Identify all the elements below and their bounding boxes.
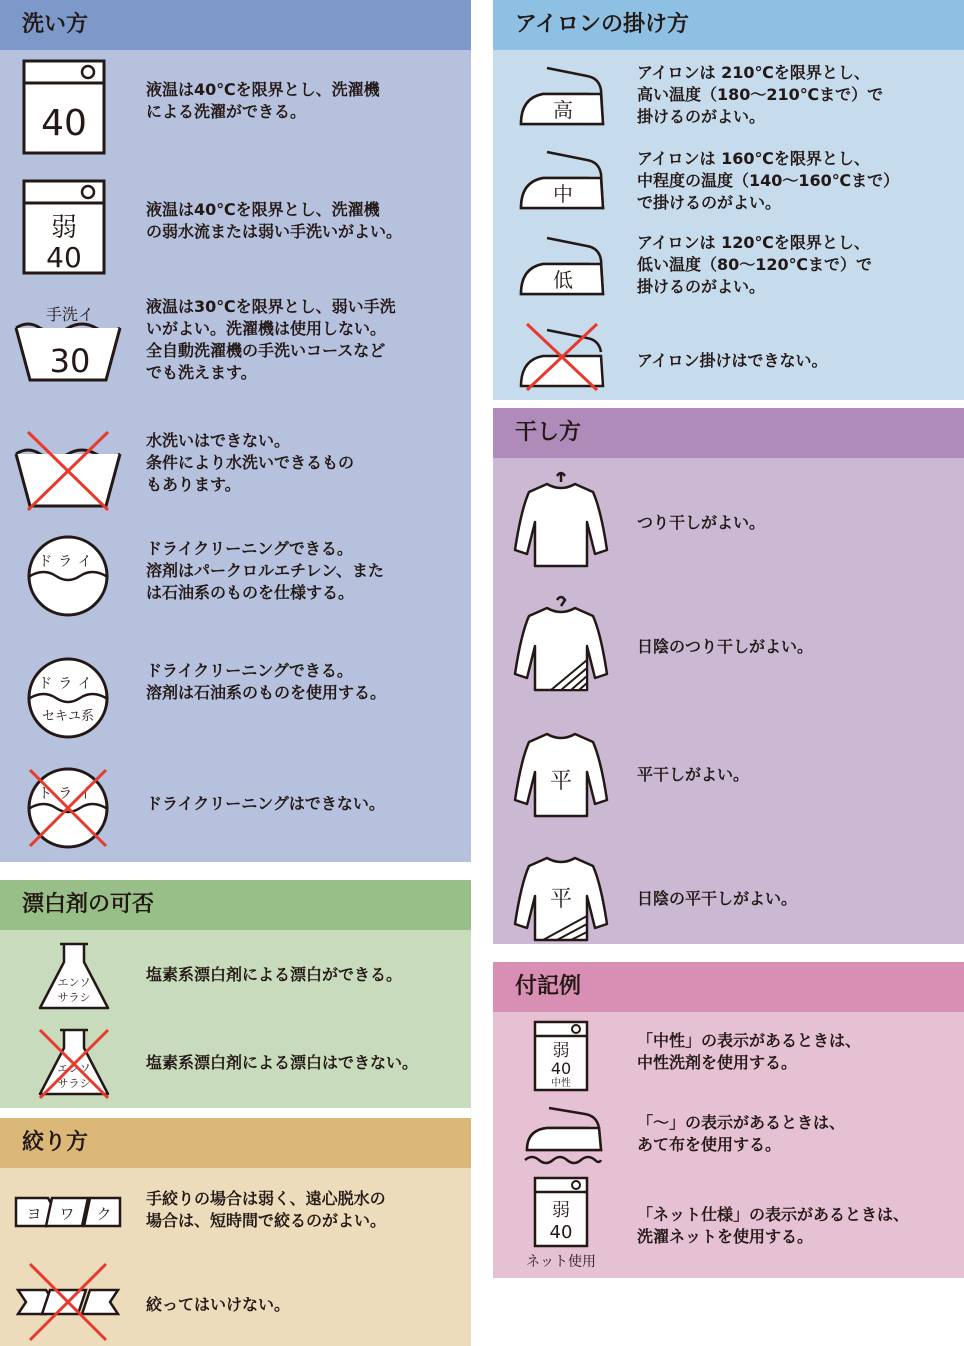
notes-item [493,1104,964,1184]
washing-machine-weak-40-icon [22,179,106,275]
notes-item [493,1174,964,1278]
notes-neutral: 中性 [551,1078,571,1089]
shade-flat-dry-shirt-icon [513,844,609,944]
bleach-panel-title: 漂白剤の可否 [0,880,471,930]
wring-char: ク [96,1205,112,1223]
iron-temp-label: 中 [553,182,573,206]
iron-medium-icon [517,148,607,214]
bleach-item [0,1022,471,1104]
wring-char: ヨ [26,1205,42,1223]
wring-panel-title: 絞り方 [0,1118,471,1168]
wash-item [0,650,471,750]
wash-item [0,760,471,856]
dry-item [493,590,964,708]
chlorine-bleach-flask-icon [36,940,112,1012]
notes-weak: 弱 [552,1200,570,1221]
wash-panel-title: 洗い方 [0,0,471,50]
iron-high-icon [517,64,607,130]
dry-clean-petroleum-icon [26,656,110,740]
dry-clean-icon [26,534,110,618]
bleach-label-top: エンソ [57,976,91,989]
notes-number: 40 [550,1059,572,1078]
wash-symbol-hand: 手洗イ [45,305,95,324]
dry-panel-title: 干し方 [493,408,964,458]
dry-item [493,840,964,940]
flat-dry-label: 平 [549,887,573,912]
wash-symbol-number: 40 [46,241,82,274]
washing-machine-40-icon [22,59,106,155]
no-wring-icon [12,1260,124,1342]
wash-item [0,420,471,520]
bleach-item-text: 塩素系漂白剤による漂白はできない。 [146,1053,419,1072]
bleach-panel [0,880,471,1108]
wring-item-text: 絞ってはいけない。 [146,1295,291,1314]
wring-char: ワ [59,1205,75,1223]
wash-item [0,530,471,635]
dry-clean-label: ドライ [38,676,98,692]
bleach-label-bottom: サラシ [57,1077,91,1090]
dry-panel [493,408,964,944]
wash-item-text: ドライクリーニングできる。 溶剤は石油系のものを使用する。 [146,661,387,702]
iron-panel-title: アイロンの掛け方 [493,0,964,50]
wring-item [0,1254,471,1344]
notes-item-text: 「～」の表示があるときは、 あて布を使用する。 [637,1113,846,1154]
iron-temp-label: 高 [553,98,573,122]
wash-symbol-number: 40 [41,103,87,144]
dry-clean-solvent: セキユ系 [41,709,95,724]
notes-item-text: 「ネット仕様」の表示があるときは、 洗濯ネットを使用する。 [637,1205,910,1246]
notes-net: ネット使用 [526,1254,596,1270]
wring-item [0,1184,471,1244]
notes-panel-title: 付記例 [493,962,964,1012]
hang-dry-shirt-icon [513,470,609,570]
wash-item [0,290,471,400]
dry-item [493,466,964,584]
iron-item [493,142,964,226]
neutral-detergent-machine-icon [533,1020,589,1092]
iron-item [493,228,964,312]
iron-item-text: アイロンは 210℃を限界とし、 高い温度（180～210℃まで）で 掛けるのがよい。 [637,63,884,126]
no-dry-clean-icon [26,766,110,850]
no-chlorine-bleach-icon [32,1026,116,1100]
dry-item-text: 日陰の平干しがよい。 [637,889,798,908]
iron-press-cloth-icon [523,1104,603,1166]
wash-item [0,55,471,160]
bleach-item-text: 塩素系漂白剤による漂白ができる。 [146,965,403,984]
bleach-item [0,936,471,1016]
flat-dry-shirt-icon [513,720,609,820]
wring-item-text: 手絞りの場合は弱く、遠心脱水の 場合は、短時間で絞るのがよい。 [146,1189,387,1230]
wash-item-text: 水洗いはできない。 条件により水洗いできるもの もあります。 [146,431,355,494]
dry-item-text: 日陰のつり干しがよい。 [637,637,814,656]
wash-symbol-number: 30 [49,342,91,380]
wash-item-text: 液温は40℃を限界とし、洗濯機 の弱水流または弱い手洗いがよい。 [146,200,403,241]
iron-item-text: アイロン掛けはできない。 [637,351,828,370]
notes-weak: 弱 [552,1041,570,1061]
hand-wring-icon [12,1192,124,1232]
dry-item [493,714,964,832]
notes-item [493,1020,964,1100]
dry-clean-label: ドライ [38,786,98,802]
wash-symbol-weak: 弱 [50,213,78,243]
bleach-label-bottom: サラシ [57,991,91,1004]
notes-number: 40 [549,1222,573,1243]
wash-item-text: ドライクリーニングできる。 溶剤はパークロルエチレン、また は石油系のものを仕様する。 [146,539,385,602]
flat-dry-label: 平 [549,769,573,794]
wash-item [0,175,471,280]
iron-item-text: アイロンは 120℃を限界とし、 低い温度（80～120℃まで）で 掛けるのがよい。 [637,233,873,296]
dry-item-text: 平干しがよい。 [637,765,750,784]
iron-item [493,56,964,138]
wash-item-text: ドライクリーニングはできない。 [146,794,385,813]
wash-item-text: 液温は30℃を限界とし、弱い手洗 いがよい。洗濯機は使用しない。 全自動洗濯機の手洗いコースなど でも洗えます。 [146,297,396,382]
hand-wash-tub-icon [12,300,124,384]
no-water-wash-icon [12,426,124,512]
iron-low-icon [517,234,607,300]
dry-clean-label: ドライ [38,554,98,570]
iron-item-text: アイロンは 160℃を限界とし、 中程度の温度（140～160℃まで） で掛けるのがよい。 [637,149,900,212]
wash-panel [0,0,471,862]
notes-item-text: 「中性」の表示があるときは、 中性洗剤を使用する。 [637,1031,862,1072]
iron-panel [493,0,964,400]
dry-item-text: つり干しがよい。 [637,513,766,532]
iron-temp-label: 低 [553,268,573,292]
wring-panel [0,1118,471,1346]
bleach-label-top: エンソ [57,1062,91,1075]
notes-panel [493,962,964,1278]
wash-item-text: 液温は40℃を限界とし、洗濯機 による洗濯ができる。 [146,80,380,121]
laundry-net-machine-icon [519,1176,603,1272]
iron-item [493,316,964,396]
no-iron-icon [517,320,607,392]
shade-hang-dry-shirt-icon [513,594,609,694]
